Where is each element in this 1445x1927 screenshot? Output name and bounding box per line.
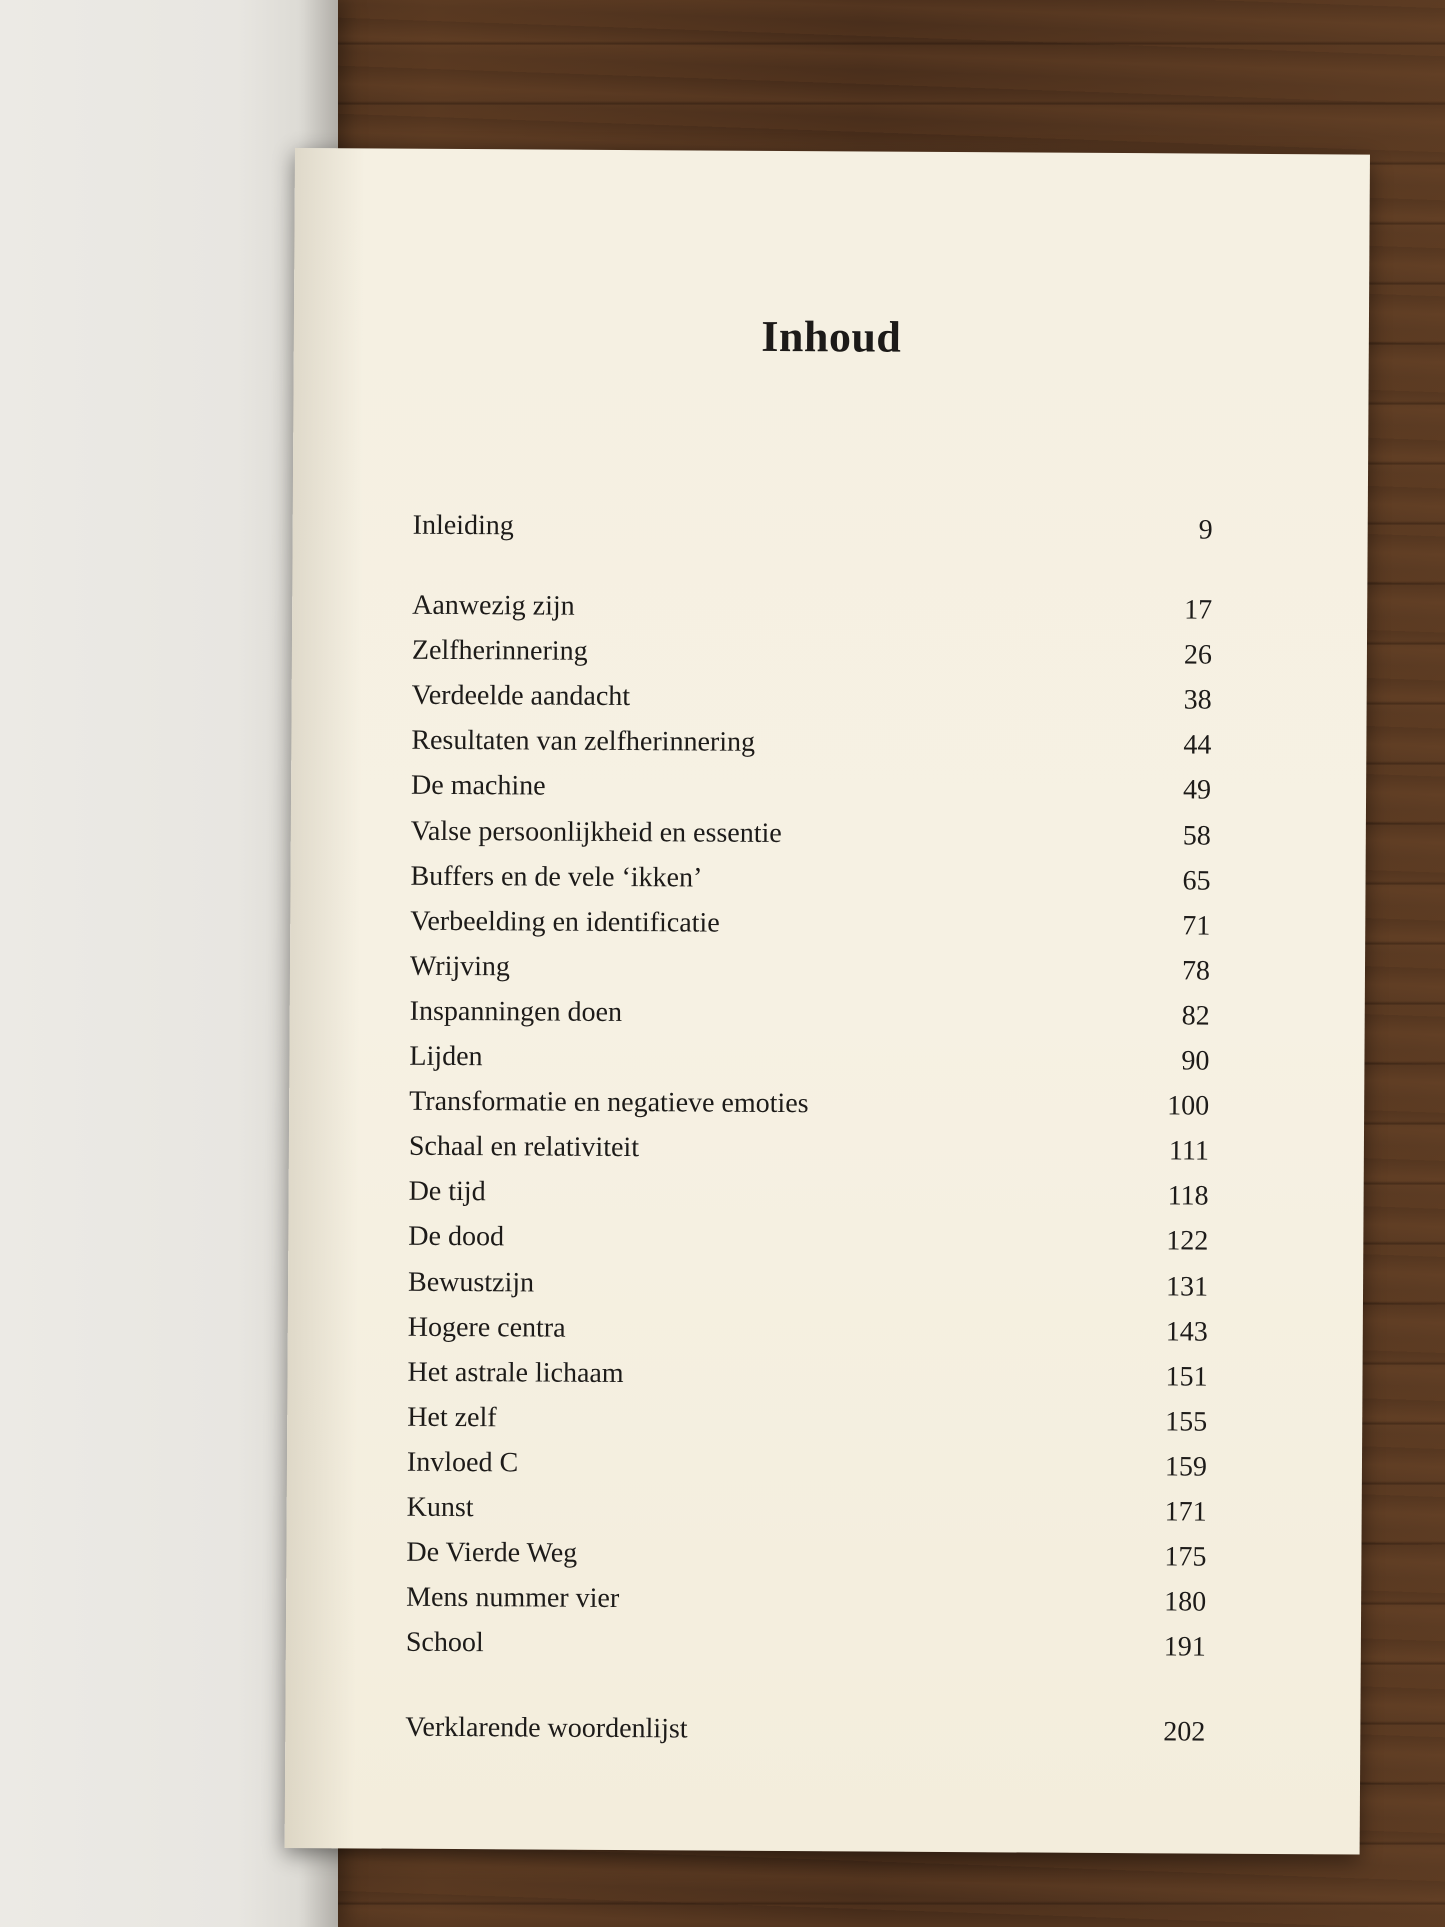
toc-entry-page: 202 xyxy=(1163,1716,1206,1748)
toc-entry-label: Wrijving xyxy=(409,950,511,983)
toc-entry xyxy=(407,1481,1207,1531)
toc-entry-intro xyxy=(413,499,1213,549)
toc-entry-label: Zelfherinnering xyxy=(411,634,588,667)
toc-entry-page: 82 xyxy=(1181,1000,1210,1032)
toc-entry xyxy=(411,714,1211,764)
toc-entry xyxy=(409,1075,1209,1125)
toc-entry-page: 17 xyxy=(1184,594,1213,626)
toc-entry xyxy=(412,579,1212,629)
toc-entry xyxy=(408,1255,1208,1305)
toc-entry-page: 65 xyxy=(1182,865,1211,897)
toc-entry-label: Schaal en relativiteit xyxy=(408,1130,640,1164)
toc-entry xyxy=(406,1616,1206,1666)
toc-entry xyxy=(406,1526,1206,1576)
toc-entry-page: 71 xyxy=(1182,910,1211,942)
toc-entry xyxy=(410,985,1210,1035)
toc-entry-label: Verdeelde aandacht xyxy=(411,680,631,713)
toc-entry xyxy=(410,849,1210,899)
toc-entry-label: De machine xyxy=(411,770,546,803)
toc-entry xyxy=(410,940,1210,990)
toc-entry-page: 131 xyxy=(1165,1270,1209,1303)
toc-entry-label: Valse persoonlijkheid en essentie xyxy=(410,815,782,849)
toc-entry xyxy=(412,624,1212,674)
toc-entry-label: Lijden xyxy=(409,1040,483,1073)
toc-entry-label: Het zelf xyxy=(407,1401,497,1434)
toc-entry xyxy=(412,669,1212,719)
toc-entry-label: Bewustzijn xyxy=(407,1266,535,1298)
toc-entry-page: 143 xyxy=(1165,1315,1208,1348)
toc-entry-label: Aanwezig zijn xyxy=(412,589,575,622)
toc-entry-page: 78 xyxy=(1181,955,1211,987)
toc-entry-page: 171 xyxy=(1164,1496,1207,1528)
toc-entry-page: 38 xyxy=(1183,684,1212,716)
toc-entry-page: 122 xyxy=(1166,1225,1209,1258)
toc-entry-label: Invloed C xyxy=(406,1446,519,1479)
toc-entry xyxy=(407,1345,1207,1395)
toc-entries xyxy=(406,579,1213,1666)
page-title: Inhoud xyxy=(761,311,902,362)
toc-entry-label: De dood xyxy=(408,1221,505,1253)
toc-entry-label: Inleiding xyxy=(412,509,514,542)
toc-entry-page: 175 xyxy=(1164,1541,1207,1573)
toc-entry-label: Het astrale lichaam xyxy=(407,1356,624,1389)
toc-entry xyxy=(411,759,1211,809)
toc-entry-label: Mens nummer vier xyxy=(406,1581,620,1615)
toc-entry-label: De tijd xyxy=(408,1176,486,1208)
toc-entry-label: Buffers en de vele ‘ikken’ xyxy=(410,860,703,894)
toc-entry xyxy=(408,1210,1208,1260)
toc-entry-page: 151 xyxy=(1165,1361,1208,1393)
toc-entry-page: 180 xyxy=(1164,1586,1207,1618)
toc-entry-label: Inspanningen doen xyxy=(409,995,623,1028)
toc-entry xyxy=(411,804,1211,854)
toc-entry-page: 159 xyxy=(1164,1451,1208,1483)
toc-entry-page: 118 xyxy=(1167,1180,1209,1212)
toc-entry xyxy=(409,1120,1209,1170)
table-of-contents xyxy=(405,499,1213,1751)
book-page xyxy=(285,148,1370,1855)
toc-entry-page: 58 xyxy=(1182,819,1211,852)
toc-entry-label: Kunst xyxy=(406,1491,474,1524)
toc-entry-page: 111 xyxy=(1168,1135,1209,1167)
toc-entry-label: Verklarende woordenlijst xyxy=(405,1712,688,1745)
toc-entry xyxy=(407,1436,1207,1486)
toc-entry-page: 100 xyxy=(1167,1090,1210,1122)
toc-entry-label: School xyxy=(405,1626,484,1659)
toc-entry xyxy=(409,1030,1209,1080)
toc-entry xyxy=(410,894,1210,944)
toc-entry xyxy=(406,1571,1206,1621)
toc-entry-page: 26 xyxy=(1183,639,1213,671)
toc-entry-page: 49 xyxy=(1182,774,1212,807)
toc-entry-page: 44 xyxy=(1183,729,1212,761)
toc-entry-page: 9 xyxy=(1198,514,1213,546)
toc-entry-label: Resultaten van zelfherinnering xyxy=(411,725,756,759)
toc-entry-page: 191 xyxy=(1163,1631,1206,1663)
toc-entry-page: 155 xyxy=(1165,1406,1208,1438)
toc-entry-page: 90 xyxy=(1181,1045,1210,1077)
toc-entry xyxy=(408,1300,1208,1350)
toc-entry xyxy=(407,1390,1207,1440)
toc-entry-label: Hogere centra xyxy=(407,1311,566,1344)
toc-entry-label: Verbeelding en identificatie xyxy=(410,905,720,939)
toc-entry-label: Transformatie en negatieve emoties xyxy=(409,1085,809,1120)
toc-entry-glossary xyxy=(405,1701,1205,1751)
toc-entry xyxy=(409,1165,1209,1215)
toc-entry-label: De Vierde Weg xyxy=(406,1536,578,1569)
